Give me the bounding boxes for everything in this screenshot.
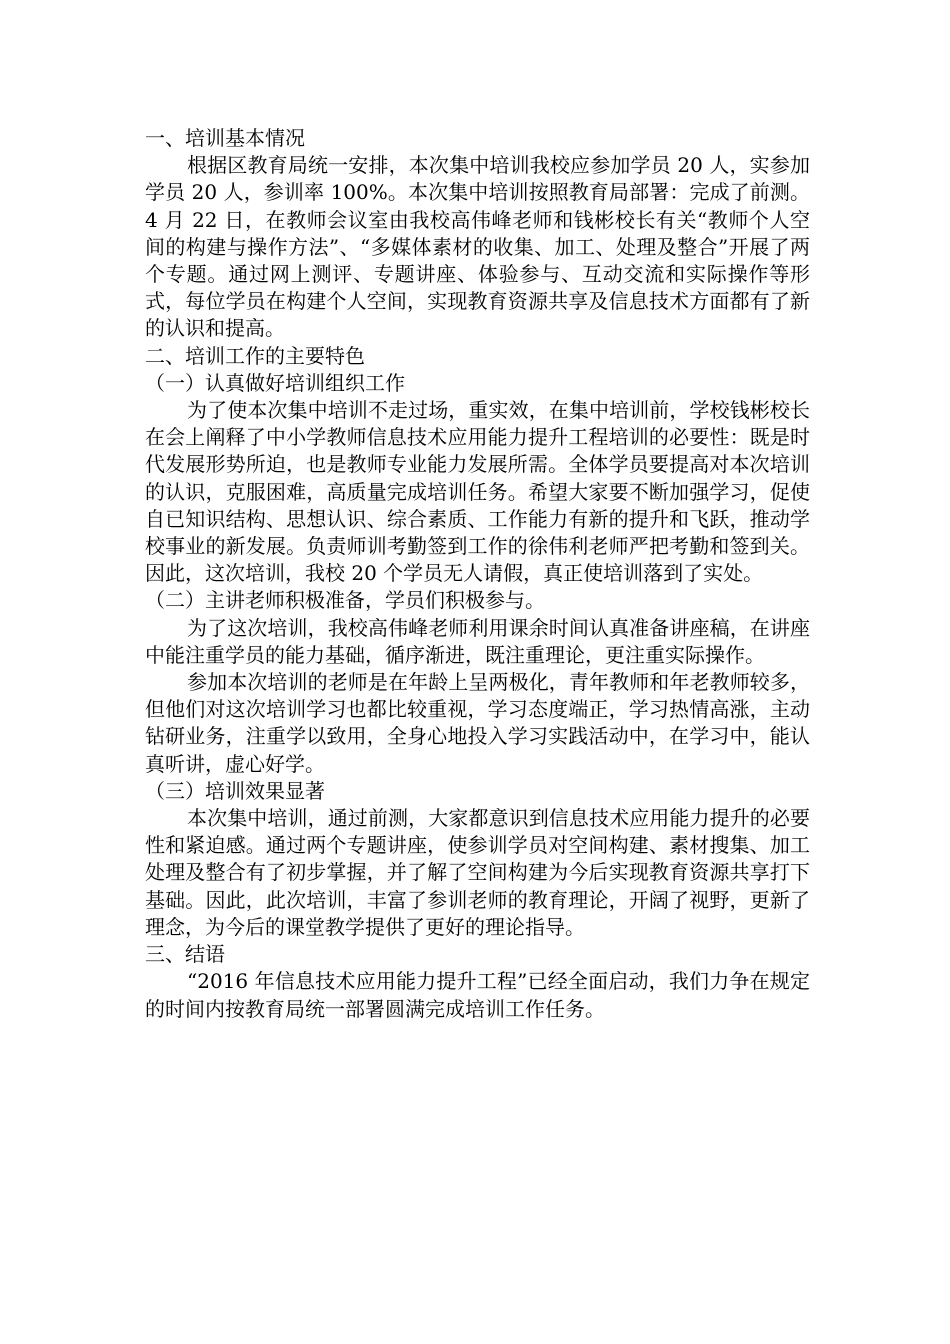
paragraph-lecturer-preparation: 为了这次培训，我校高伟峰老师利用课余时间认真准备讲座稿，在讲座中能注重学员的能力基础，循序渐进，既注重理论，更注重实际操作。 [145, 615, 810, 667]
subheading-training-effect: （三）培训效果显著 [145, 778, 325, 803]
subheading-lecturer-preparation: （二）主讲老师积极准备，学员们积极参与。 [145, 588, 545, 613]
paragraph-participants: 参加本次培训的老师是在年龄上呈两极化，青年教师和年老教师较多，但他们对这次培训学习也都比较重视，学习态度端正，学习热情高涨，主动钻研业务，注重学以致用，全身心地投入学习实践活动中，在学习中，能认真听讲，虚心好学。 [145, 670, 810, 776]
section-heading-main-features: 二、培训工作的主要特色 [145, 343, 365, 368]
section-heading-conclusion: 三、结语 [145, 942, 225, 967]
subheading-organization: （一）认真做好培训组织工作 [145, 370, 405, 395]
paragraph-training-effect: 本次集中培训，通过前测，大家都意识到信息技术应用能力提升的必要性和紧迫感。通过两个专题讲座，使参训学员对空间构建、素材搜集、加工处理及整合有了初步掌握，并了解了空间构建为今后实现教育资源共享打下基础。因此，此次培训，丰富了参训老师的教育理论，开阔了视野，更新了理念，为今后的课堂教学提供了更好的理论指导。 [145, 806, 810, 939]
paragraph-basic-situation: 根据区教育局统一安排，本次集中培训我校应参加学员 20 人，实参加学员 20 人，参训率 100%。本次集中培训按照教育局部署：完成了前测。4 月 22 日，在教师会议室由我校高伟峰老师和钱彬校长有关“教师个人空间的构建与操作方法”、“多媒体素材的收集、加工、处理及整合”开展了两个专题。通过网上测评、专题讲座、体验参与、互动交流和实际操作等形式，每位学员在构建个人空间，实现教育资源共享及信息技术方面都有了新的认识和提高。 [145, 153, 810, 341]
document-body [145, 125, 810, 1023]
paragraph-conclusion: “2016 年信息技术应用能力提升工程”已经全面启动，我们力争在规定的时间内按教育局统一部署圆满完成培训工作任务。 [145, 969, 810, 1021]
paragraph-organization: 为了使本次集中培训不走过场，重实效，在集中培训前，学校钱彬校长在会上阐释了中小学教师信息技术应用能力提升工程培训的必要性：既是时代发展形势所迫，也是教师专业能力发展所需。全体学员要提高对本次培训的认识，克服困难，高质量完成培训任务。希望大家要不断加强学习，促使自已知识结构、思想认识、综合素质、工作能力有新的提升和飞跃，推动学校事业的新发展。负责师训考勤签到工作的徐伟利老师严把考勤和签到关。因此，这次培训，我校 20 个学员无人请假，真正使培训落到了实处。 [145, 398, 810, 586]
section-heading-basic-situation: 一、培训基本情况 [145, 126, 305, 150]
